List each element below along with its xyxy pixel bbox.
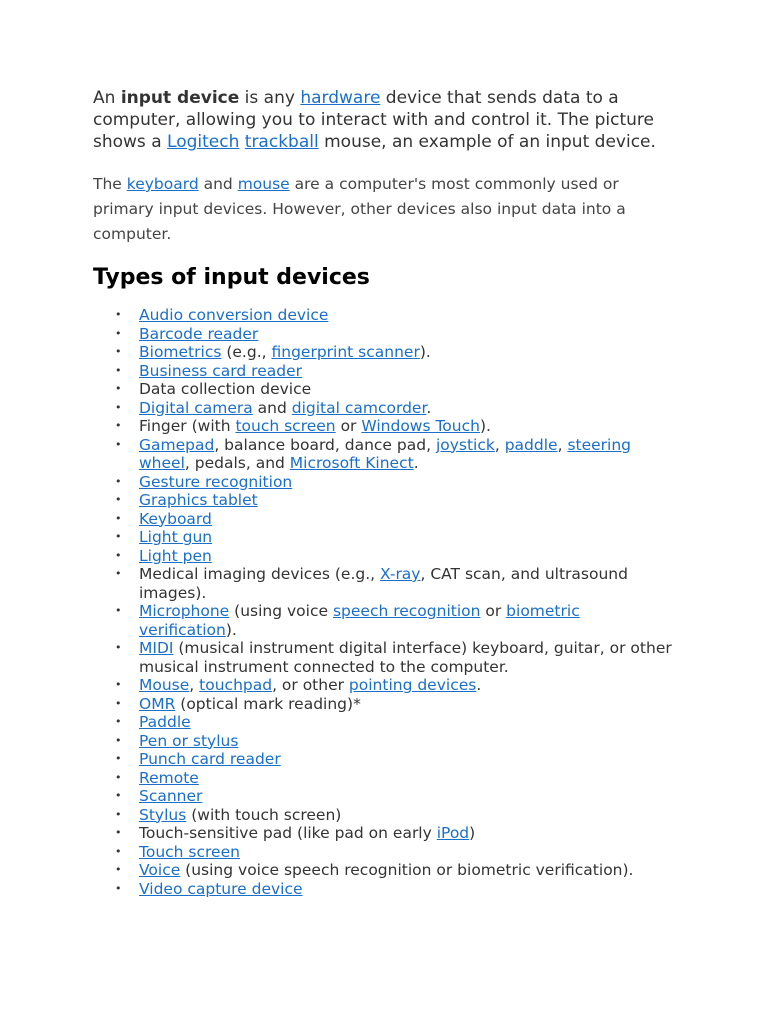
list-item-text: Touch-sensitive pad (like pad on early — [139, 824, 437, 842]
list-item — [139, 547, 674, 566]
list-item-link[interactable]: fingerprint scanner — [271, 343, 420, 361]
list-item-link[interactable]: X-ray — [380, 565, 421, 583]
list-item — [139, 695, 674, 714]
list-item — [139, 602, 674, 639]
list-item-link[interactable]: biometric verification — [139, 602, 580, 639]
list-item-link[interactable]: pointing devices — [348, 676, 477, 694]
list-item-link[interactable]: Biometrics — [139, 343, 222, 361]
list-item-text: , pedals, and — [184, 454, 290, 472]
input-device-list — [93, 306, 674, 898]
list-item-link[interactable]: joystick — [435, 435, 495, 454]
list-item-link[interactable]: digital camcorder — [291, 398, 427, 417]
list-item-text: , CAT scan, and ultrasound images). — [139, 565, 628, 602]
trackball-link[interactable]: trackball — [244, 132, 319, 152]
intro-text: device that sends data to a computer, allowing you to interact with and control it. The picture shows a — [93, 88, 654, 152]
list-item-link[interactable]: Light gun — [139, 528, 213, 546]
list-item-link[interactable]: Touch screen — [139, 842, 240, 861]
list-item-text: (with touch screen) — [186, 805, 342, 824]
list-item-link[interactable]: OMR — [139, 694, 176, 713]
list-item-link[interactable]: Keyboard — [139, 509, 212, 528]
list-item — [139, 732, 674, 751]
keyboard-link[interactable]: keyboard — [126, 175, 199, 193]
list-item — [139, 750, 674, 769]
list-item — [139, 380, 674, 399]
list-item — [139, 343, 674, 362]
list-item-text: , — [557, 435, 568, 454]
list-item — [139, 510, 674, 529]
list-item-link[interactable]: Microsoft Kinect — [289, 454, 414, 472]
list-item — [139, 806, 674, 825]
list-item-text: Finger (with — [139, 417, 236, 435]
list-item-text: Data collection device — [139, 380, 312, 398]
list-item-link[interactable]: Stylus — [139, 805, 187, 824]
intro-text: mouse, an example of an input device. — [318, 132, 656, 152]
list-item-link[interactable]: touch screen — [235, 417, 336, 435]
para2-text: The — [93, 175, 127, 193]
list-item-text: . — [476, 676, 482, 694]
list-item-link[interactable]: Business card reader — [139, 361, 302, 380]
list-item-link[interactable]: Paddle — [139, 713, 191, 731]
list-item — [139, 306, 674, 325]
list-item-link[interactable]: speech recognition — [332, 602, 481, 620]
list-item-link[interactable]: Remote — [139, 768, 199, 787]
list-item-text: (e.g., — [221, 343, 272, 361]
list-item-text: (optical mark reading)* — [175, 694, 361, 713]
list-item-text: . — [426, 398, 432, 417]
list-item-link[interactable]: Punch card reader — [139, 750, 281, 768]
list-item-link[interactable]: paddle — [504, 435, 558, 454]
list-item-link[interactable]: Scanner — [139, 787, 203, 805]
list-item — [139, 824, 674, 843]
list-item — [139, 473, 674, 492]
list-item-text: and — [252, 398, 292, 417]
list-item — [139, 639, 674, 676]
list-item-link[interactable]: Mouse — [139, 676, 190, 694]
para2-text: are a computer's most commonly used or primary input devices. However, other devices also input data into a computer. — [93, 175, 626, 243]
list-item — [139, 436, 674, 473]
list-item-text: (musical instrument digital interface) keyboard, guitar, or other musical instrument connected to the computer. — [139, 639, 672, 676]
intro-text: is any — [239, 88, 301, 108]
list-item — [139, 325, 674, 344]
para2-text: and — [198, 175, 238, 193]
list-item — [139, 787, 674, 806]
list-item-text: , or other — [272, 676, 349, 694]
list-item-text: ). — [225, 620, 237, 639]
list-item-link[interactable]: touchpad — [199, 676, 273, 694]
list-item — [139, 861, 674, 880]
list-item — [139, 880, 674, 899]
intro-text: An — [93, 88, 121, 108]
intro-paragraph — [93, 87, 674, 153]
list-item-text: or — [335, 417, 362, 435]
list-item-text: (using voice — [229, 602, 333, 620]
list-item-link[interactable]: Voice — [139, 861, 181, 879]
logitech-link[interactable]: Logitech — [167, 132, 240, 152]
list-item-link[interactable]: Graphics tablet — [139, 491, 258, 509]
mouse-link[interactable]: mouse — [237, 175, 290, 193]
list-item-link[interactable]: MIDI — [139, 639, 174, 657]
second-paragraph — [93, 172, 674, 247]
section-heading: Types of input devices — [93, 265, 370, 290]
list-item-link[interactable]: iPod — [436, 824, 470, 842]
list-item-link[interactable]: Gesture recognition — [139, 472, 293, 491]
list-item — [139, 528, 674, 547]
hardware-link[interactable]: hardware — [300, 88, 381, 108]
list-item-link[interactable]: Pen or stylus — [139, 731, 239, 750]
list-item-text: Medical imaging devices (e.g., — [139, 565, 380, 583]
list-item-link[interactable]: steering wheel — [139, 435, 632, 472]
list-item-link[interactable]: Microphone — [139, 602, 230, 620]
list-item-link[interactable]: Audio conversion device — [139, 306, 329, 324]
list-item — [139, 565, 674, 602]
list-item-link[interactable]: Digital camera — [139, 398, 253, 417]
list-item-text: , — [494, 435, 505, 454]
list-item-link[interactable]: Light pen — [139, 546, 212, 565]
list-item — [139, 676, 674, 695]
list-item — [139, 769, 674, 788]
list-item-link[interactable]: Windows Touch — [361, 417, 480, 435]
list-item-link[interactable]: Gamepad — [139, 435, 215, 454]
list-item-link[interactable]: Video capture device — [139, 879, 303, 898]
list-item-text: , balance board, dance pad, — [214, 435, 436, 454]
list-item-text: or — [480, 602, 507, 620]
intro-bold-term: input device — [120, 88, 240, 108]
list-item-text: , — [189, 676, 200, 694]
list-item-text: (using voice speech recognition or biometric verification). — [180, 861, 634, 879]
list-item — [139, 399, 674, 418]
list-item — [139, 362, 674, 381]
list-item-text: . — [413, 454, 419, 472]
list-item-text: ). — [419, 343, 431, 361]
list-item — [139, 713, 674, 732]
list-item — [139, 417, 674, 436]
list-item-text: ) — [469, 824, 476, 842]
list-item — [139, 843, 674, 862]
list-item — [139, 491, 674, 510]
list-item-link[interactable]: Barcode reader — [139, 324, 259, 343]
list-item-text: ). — [479, 417, 491, 435]
